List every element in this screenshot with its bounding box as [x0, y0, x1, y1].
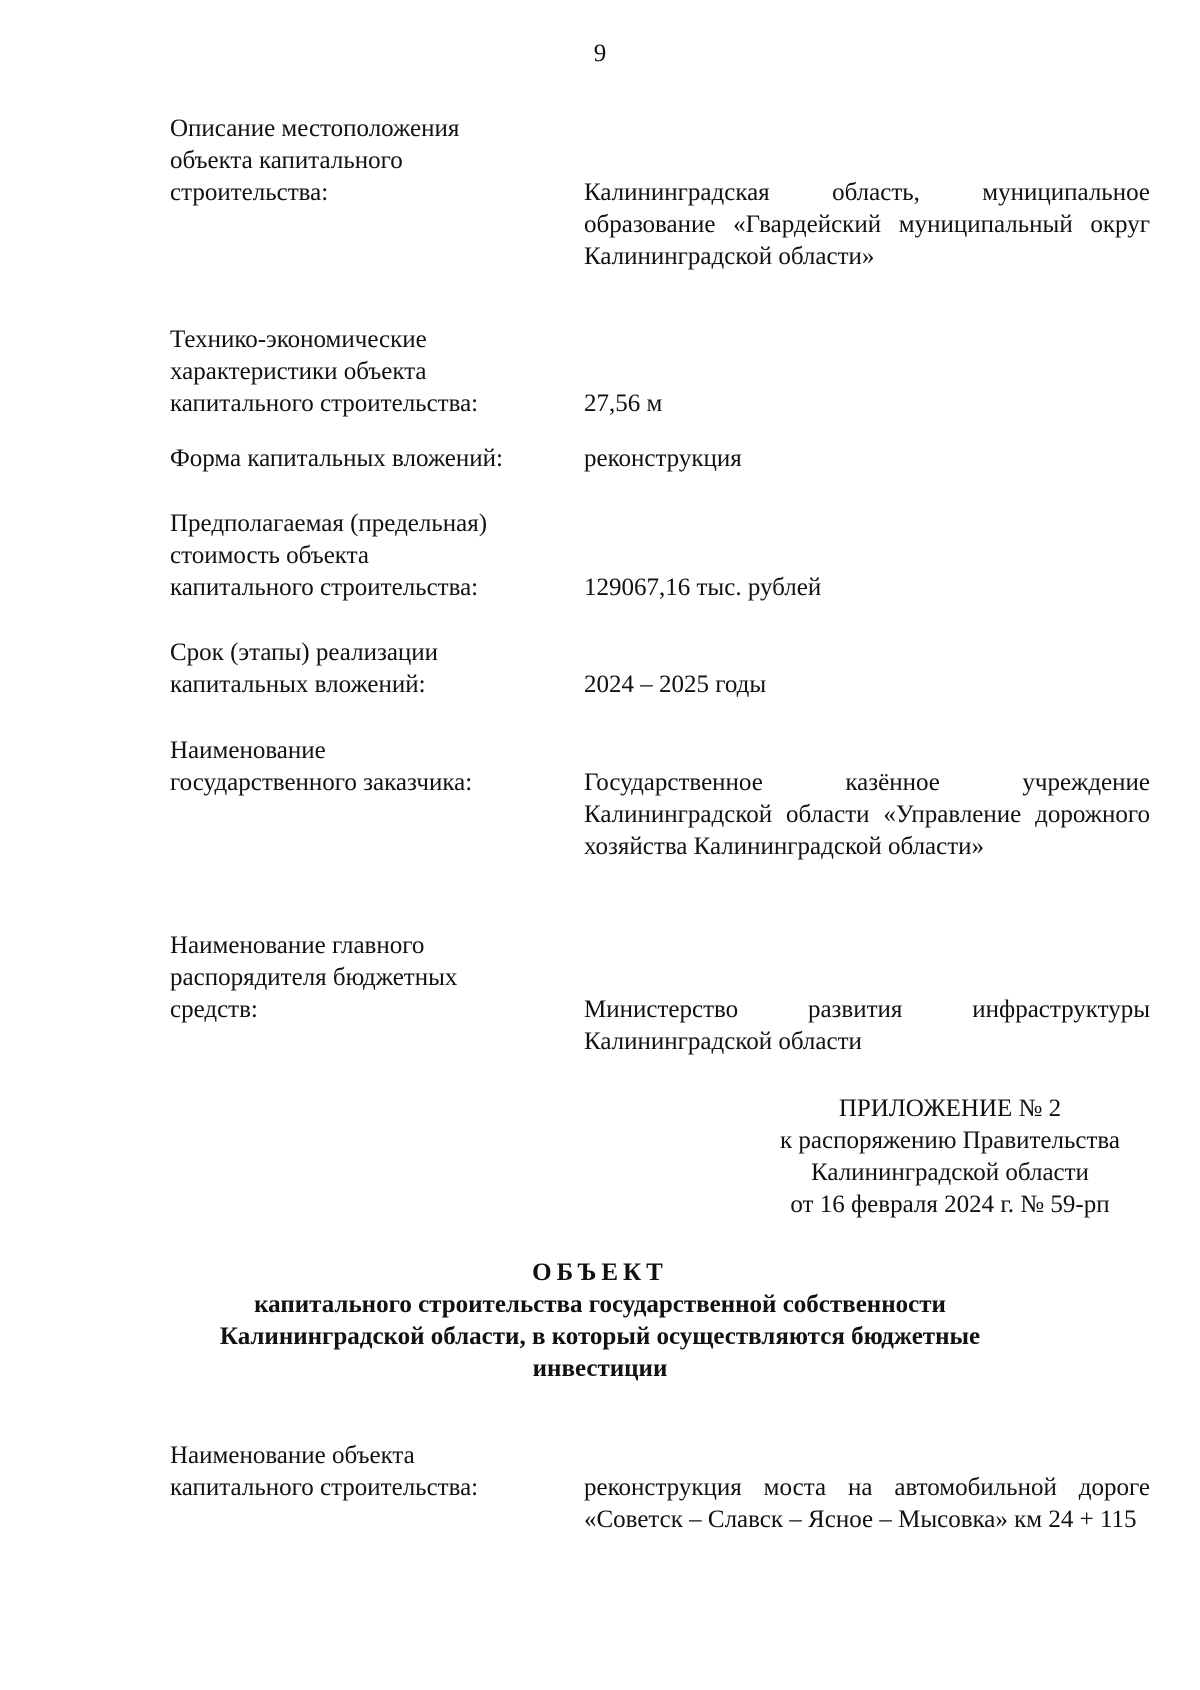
document-title-line: инвестиции: [532, 1355, 668, 1382]
field-technical-characteristics: [170, 324, 1150, 420]
label-line: капитального строительства:: [170, 390, 479, 417]
field-location: [170, 113, 1150, 270]
field-label: [170, 735, 570, 799]
field-label: [170, 508, 570, 604]
label-line: Наименование главного: [170, 932, 425, 959]
label-line: Срок (этапы) реализации: [170, 639, 439, 666]
page-number: 9: [593, 40, 607, 67]
label-line: Наименование: [170, 737, 326, 764]
label-line: объекта капитального: [170, 147, 403, 174]
field-state-customer: [170, 735, 1150, 860]
label-line: стоимость объекта: [170, 542, 369, 569]
label-line: капитального строительства:: [170, 1474, 479, 1501]
document-title-line: капитального строительства государственной собственности: [254, 1291, 946, 1318]
appendix-line: Калининградской области: [811, 1159, 1089, 1186]
appendix-line: от 16 февраля 2024 г. № 59-рп: [790, 1191, 1110, 1218]
field-value: реконструкция моста на автомобильной дороге «Советск – Славск – Ясное – Мысовка» км 24 + 115: [584, 1474, 1150, 1533]
field-label: [170, 443, 570, 475]
field-label: [170, 930, 570, 1026]
label-line: средств:: [170, 996, 258, 1023]
field-label: [170, 113, 570, 209]
field-budget-manager: [170, 930, 1150, 1055]
label-line: характеристики объекта: [170, 358, 427, 385]
label-line: Предполагаемая (предельная): [170, 510, 488, 537]
field-label: [170, 1440, 570, 1504]
label-line: Описание местоположения: [170, 115, 460, 142]
label-line: государственного заказчика:: [170, 769, 473, 796]
label-line: Форма капитальных вложений:: [170, 445, 503, 472]
field-value: 2024 – 2025 годы: [584, 671, 767, 698]
field-implementation-period: [170, 637, 1150, 701]
label-line: распорядителя бюджетных: [170, 964, 458, 991]
document-heading: ОБЪЕКТ: [532, 1259, 668, 1286]
appendix-line: к распоряжению Правительства: [779, 1127, 1120, 1154]
field-value: Министерство развития инфраструктуры Калининградской области: [584, 996, 1150, 1055]
field-value: 27,56 м: [584, 390, 663, 417]
field-estimated-cost: [170, 508, 1150, 604]
label-line: Технико-экономические: [170, 326, 427, 353]
field-value: реконструкция: [584, 445, 742, 472]
label-line: Наименование объекта: [170, 1442, 415, 1469]
field-value: 129067,16 тыс. рублей: [584, 574, 822, 601]
label-line: строительства:: [170, 179, 329, 206]
appendix-title: ПРИЛОЖЕНИЕ № 2: [838, 1095, 1062, 1122]
field-investment-form: [170, 443, 1150, 475]
label-line: капитальных вложений:: [170, 671, 426, 698]
field-label: [170, 637, 570, 701]
field-object-name: [170, 1440, 1150, 1533]
field-label: [170, 324, 570, 420]
appendix-header: [700, 1093, 1200, 1221]
document-title-line: Калининградской области, в который осуществляются бюджетные: [219, 1323, 981, 1350]
label-line: капитального строительства:: [170, 574, 479, 601]
field-value: Калининградская область, муниципальное образование «Гвардейский муниципальный округ Калининградской области»: [584, 179, 1150, 270]
document-title: [0, 1257, 1200, 1385]
field-value: Государственное казённое учреждение Калининградской области «Управление дорожного хозяйства Калининградской области»: [584, 769, 1150, 860]
